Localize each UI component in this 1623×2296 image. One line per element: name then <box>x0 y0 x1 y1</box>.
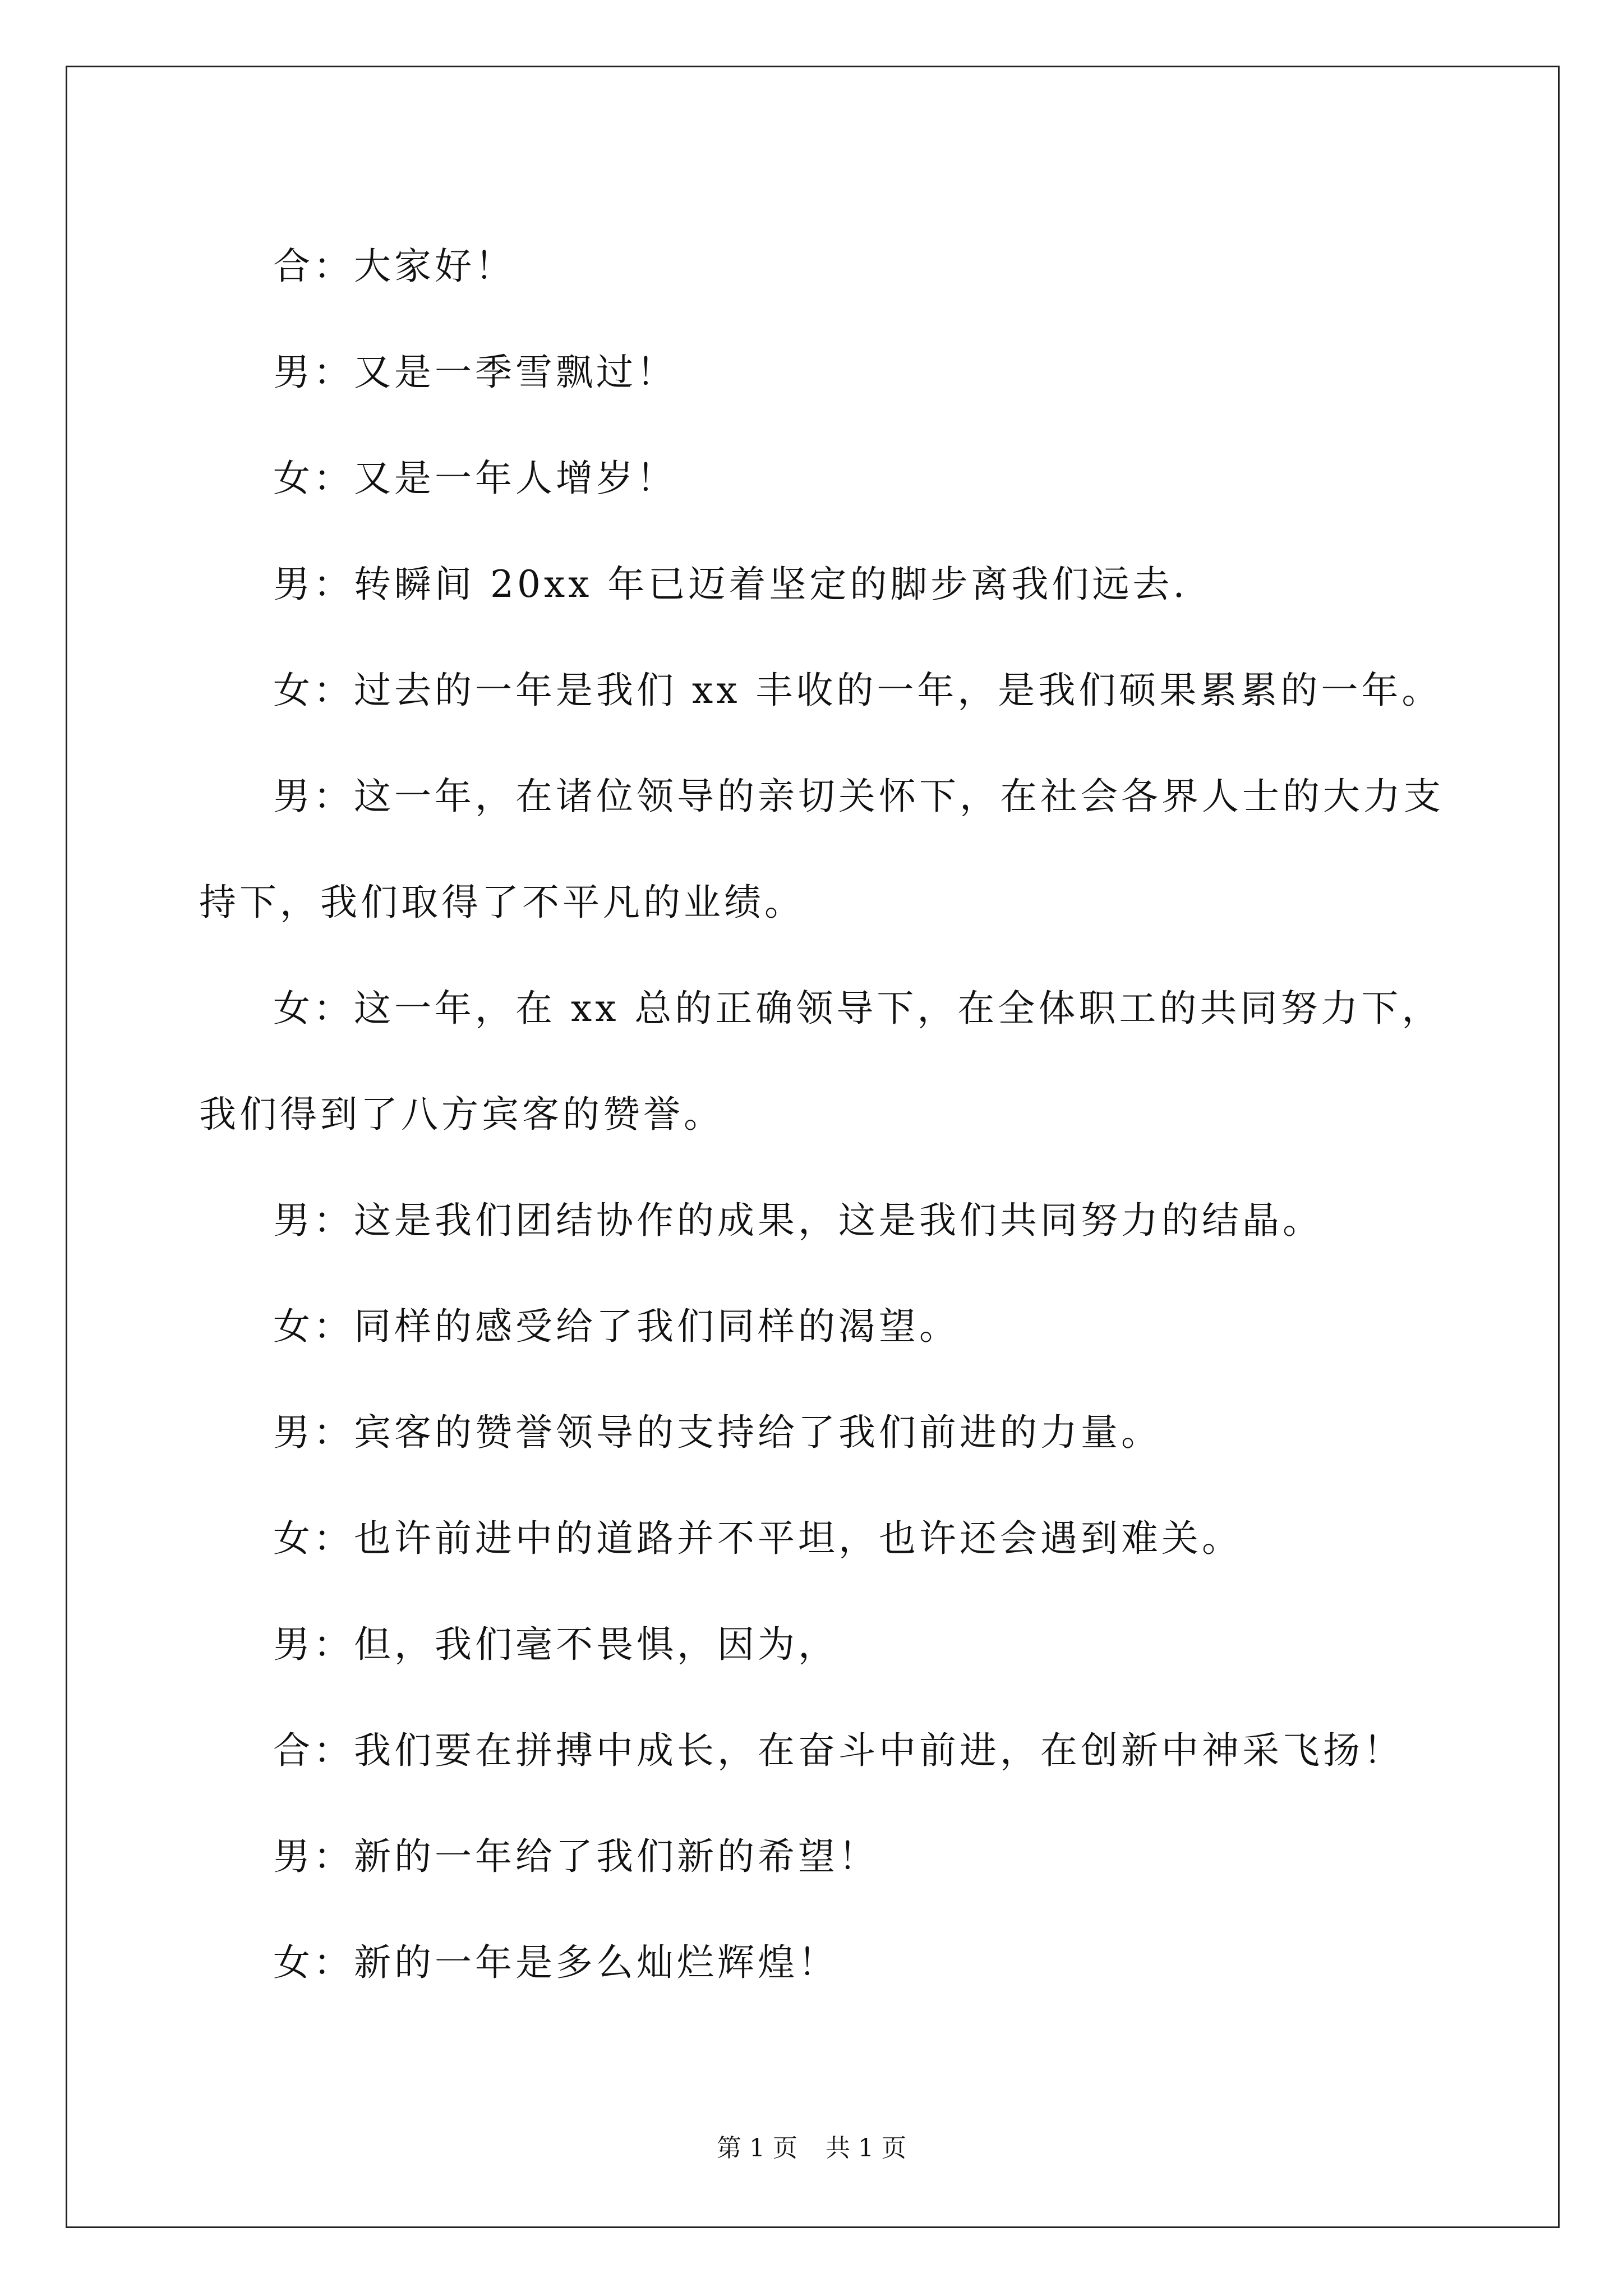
paragraph: 男：这一年，在诸位领导的亲切关怀下，在社会各界人士的大力支持下，我们取得了不平凡的业绩。 <box>199 775 1444 924</box>
paragraph: 男：宾客的赞誉领导的支持给了我们前进的力量。 <box>273 1411 1161 1454</box>
page-number-total: 共 1 页 <box>826 2134 906 2162</box>
paragraph: 女：同样的感受给了我们同样的渴望。 <box>273 1305 960 1348</box>
paragraph: 女：新的一年是多么灿烂辉煌！ <box>273 1941 838 1984</box>
paragraph: 女：这一年，在 xx 总的正确领导下，在全体职工的共同努力下，我们得到了八方宾客的赞誉。 <box>199 987 1442 1136</box>
paragraph: 合：大家好！ <box>273 245 515 288</box>
paragraph: 女：过去的一年是我们 xx 丰收的一年，是我们硕果累累的一年。 <box>273 669 1442 712</box>
paragraph: 男：新的一年给了我们新的希望！ <box>273 1835 879 1878</box>
paragraph: 男：但，我们毫不畏惧，因为， <box>273 1623 838 1666</box>
paragraph: 合：我们要在拼搏中成长，在奋斗中前进，在创新中神采飞扬！ <box>273 1729 1404 1772</box>
paragraph: 女：又是一年人增岁！ <box>273 457 677 500</box>
page-footer <box>0 2132 1623 2165</box>
document-body <box>199 213 1444 2016</box>
paragraph: 男：又是一季雪飘过！ <box>273 351 677 394</box>
paragraph: 男：这是我们团结协作的成果，这是我们共同努力的结晶。 <box>273 1199 1323 1242</box>
paragraph: 男：转瞬间 20xx 年已迈着坚定的脚步离我们远去. <box>273 563 1188 606</box>
paragraph: 女：也许前进中的道路并不平坦，也许还会遇到难关。 <box>273 1517 1242 1560</box>
page-number-current: 第 1 页 <box>717 2134 797 2162</box>
